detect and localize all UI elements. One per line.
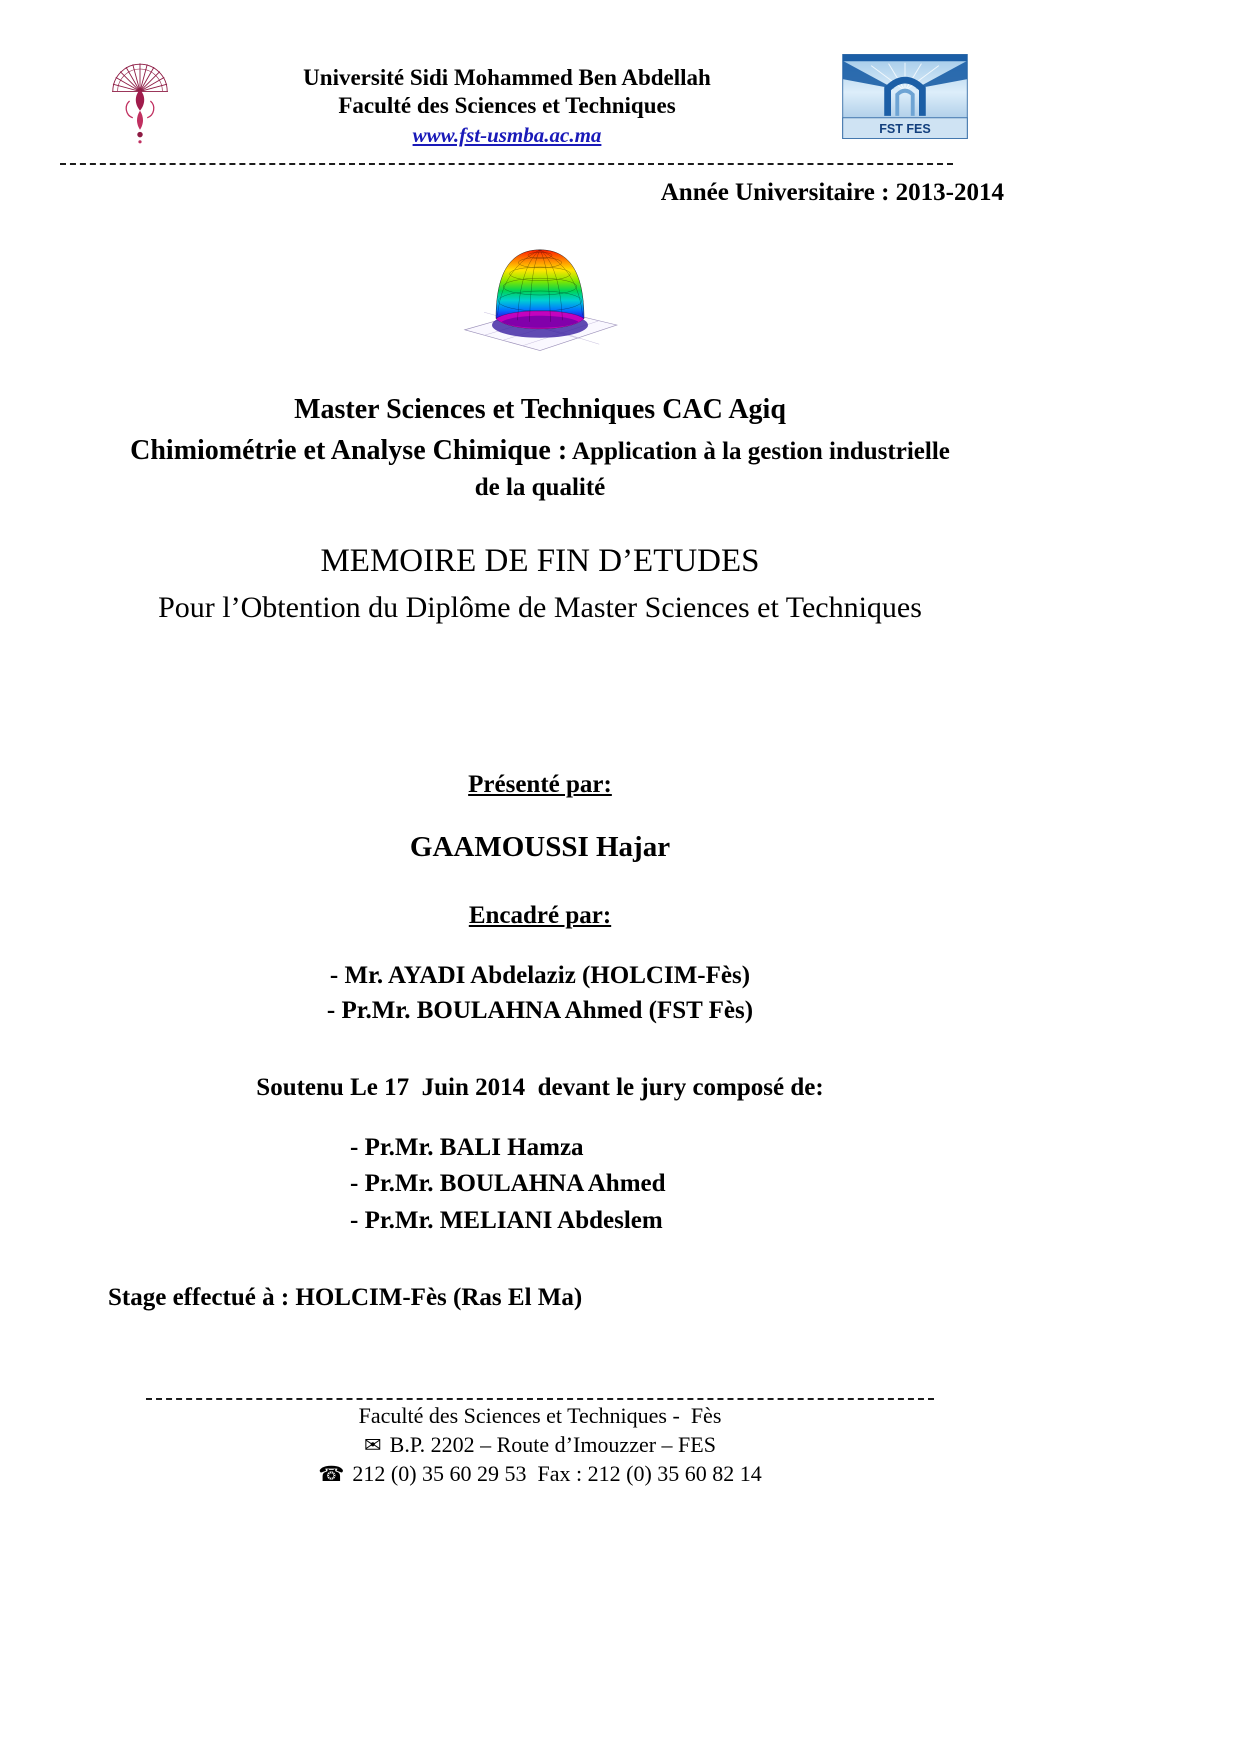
footer-address-line bbox=[60, 1432, 1020, 1458]
program-line-2-lead: Chimiométrie et Analyse Chimique : bbox=[130, 435, 568, 466]
fst-fes-logo bbox=[842, 54, 968, 144]
header-titles bbox=[172, 52, 842, 149]
supervised-by-label: Encadré par: bbox=[468, 902, 612, 929]
fst-fes-emblem-icon bbox=[842, 54, 968, 139]
footer-separator bbox=[146, 1398, 933, 1400]
jury-list bbox=[350, 1130, 1020, 1239]
jury-member: - Pr.Mr. BALI Hamza bbox=[350, 1134, 584, 1161]
faculty-name: Faculté des Sciences et Techniques bbox=[338, 93, 676, 119]
top-separator bbox=[60, 163, 953, 165]
memoire-title: MEMOIRE DE FIN D’ETUDES bbox=[320, 543, 760, 580]
footer-phone-line bbox=[60, 1461, 1020, 1487]
footer bbox=[60, 1398, 1020, 1487]
university-emblem-icon bbox=[108, 52, 172, 150]
university-logo bbox=[108, 52, 172, 155]
fst-fes-logo-label: FST FES bbox=[879, 122, 931, 137]
mail-icon: ✉ bbox=[364, 1433, 382, 1457]
presented-by-label: Présenté par: bbox=[468, 771, 612, 798]
footer-address-text: B.P. 2202 – Route d’Imouzzer – FES bbox=[389, 1432, 716, 1457]
university-name: Université Sidi Mohammed Ben Abdellah bbox=[303, 65, 711, 90]
program-line-2 bbox=[60, 433, 1020, 468]
surface-plot-image bbox=[452, 229, 628, 357]
program-line-2-rest: Application à la gestion industrielle bbox=[567, 438, 950, 465]
header bbox=[60, 52, 1020, 155]
memoire-subtitle: Pour l’Obtention du Diplôme de Master Sciences et Techniques bbox=[158, 590, 922, 624]
footer-faculty-line: Faculté des Sciences et Techniques - Fès bbox=[358, 1403, 722, 1428]
program-line-1: Master Sciences et Techniques CAC Agiq bbox=[294, 394, 786, 425]
supervisor-item: - Mr. AYADI Abdelaziz (HOLCIM-Fès) bbox=[329, 962, 751, 989]
surface-plot-figure bbox=[60, 229, 1020, 362]
phone-icon: ☎ bbox=[318, 1462, 345, 1486]
author-name: GAAMOUSSI Hajar bbox=[409, 831, 671, 863]
internship-line: Stage effectué à : HOLCIM-Fès (Ras El Ma) bbox=[108, 1283, 583, 1311]
website-link[interactable]: www.fst-usmba.ac.ma bbox=[412, 123, 602, 148]
footer-phone-text: 212 (0) 35 60 29 53 Fax : 212 (0) 35 60 82 14 bbox=[352, 1461, 762, 1486]
memoire-title-block bbox=[60, 541, 1020, 626]
defense-line: Soutenu Le 17 Juin 2014 devant le jury composé de: bbox=[256, 1074, 824, 1101]
supervisors-list bbox=[60, 958, 1020, 1028]
program-line-3: de la qualité bbox=[474, 474, 606, 501]
jury-member: - Pr.Mr. MELIANI Abdeslem bbox=[350, 1206, 663, 1234]
jury-member: - Pr.Mr. BOULAHNA Ahmed bbox=[350, 1170, 666, 1198]
academic-year: Année Universitaire : 2013-2014 bbox=[660, 179, 1004, 206]
program-title-block bbox=[60, 392, 1020, 503]
supervisor-item: - Pr.Mr. BOULAHNA Ahmed (FST Fès) bbox=[326, 997, 754, 1024]
